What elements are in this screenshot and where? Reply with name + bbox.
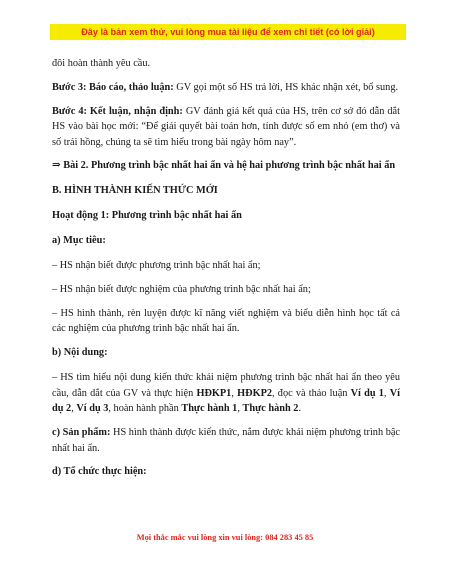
lesson-title-text: ⇒ Bài 2. Phương trình bậc nhất hai ẩn và hệ hai phương trình bậc nhất hai ẩn: [52, 160, 396, 172]
objective-heading-text: a) Mục tiêu:: [52, 235, 106, 247]
content-heading-text: b) Nội dung:: [52, 347, 108, 359]
step-3-paragraph: [52, 80, 400, 96]
product-label: c) Sản phẩm:: [52, 427, 111, 439]
text-run: ,: [231, 387, 238, 399]
text-run: ,: [383, 387, 390, 399]
bold-run: HĐKP2: [237, 387, 273, 399]
bold-run: Thực hành 2: [242, 403, 299, 415]
objective-item: – HS hình thành, rèn luyện được kĩ năng viết nghiệm và biểu diễn hình học tất cả các nghiệm của phương trình bậc nhất hai ẩn.: [52, 307, 400, 335]
text-run: – HS tìm hiểu nội dung kiến thức khái niệm phương trình bậc nhất hai ẩn theo yêu cầu, dẫn dắt của GV và thực hiện: [52, 372, 400, 399]
text-run: .: [298, 403, 302, 415]
bold-run: Ví dụ 1: [350, 387, 384, 399]
objective-item: – HS nhận biết được nghiệm của phương trình bậc nhất hai ẩn;: [52, 284, 311, 296]
activity-heading-text: Hoạt động 1: Phương trình bậc nhất hai ẩn: [52, 210, 242, 222]
step-3-label: Bước 3: Báo cáo, thảo luận:: [52, 81, 174, 93]
step-4-text: GV đánh giá kết quả của HS, trên cơ sở đó dẫn dắt HS vào bài học mới: “Để giải quyết bài toán hơn, tính được số em nhỏ (em thơ) và số trái hồng, chúng ta sẽ tìm hiểu trong bài ngày hôm nay”.: [52, 105, 400, 148]
objective-heading: [52, 233, 400, 249]
section-heading: [52, 183, 400, 199]
organization-heading: [52, 464, 400, 480]
step-4-paragraph: [52, 104, 400, 151]
step-4-label: Bước 4: Kết luận, nhận định:: [52, 105, 183, 117]
text-run: ,: [71, 403, 77, 415]
organization-heading-text: d) Tổ chức thực hiện:: [52, 466, 147, 478]
text-run: , đọc và thảo luận: [272, 387, 351, 399]
objective-item: – HS nhận biết được phương trình bậc nhất hai ẩn;: [52, 260, 261, 272]
contact-footer: Mọi thắc mắc vui lòng xin vui lòng: 084 283 45 85: [136, 533, 314, 542]
bold-run: HĐKP1: [196, 387, 232, 399]
section-heading-text: B. HÌNH THÀNH KIẾN THỨC MỚI: [52, 185, 218, 197]
content-heading: [52, 345, 400, 361]
lesson-title: [52, 158, 400, 174]
bold-run: Thực hành 1: [181, 403, 238, 415]
text-run: ,: [237, 403, 243, 415]
document-body: [52, 56, 400, 488]
product-text: HS hình thành được kiến thức, nắm được khái niệm phương trình bậc nhất hai ẩn.: [52, 427, 400, 454]
activity-heading: [52, 208, 400, 224]
text-run: , hoàn hành phần: [108, 403, 182, 415]
bold-run: Ví dụ 2: [52, 387, 400, 415]
content-paragraph: [52, 370, 400, 417]
step-3-text: GV gọi một số HS trả lời, HS khác nhận xét, bổ sung.: [173, 81, 399, 93]
preview-banner: Đây là bản xem thử, vui lòng mua tài liệu để xem chi tiết (có lời giải): [50, 24, 406, 40]
paragraph: đôi hoàn thành yêu cầu.: [52, 58, 151, 69]
bold-run: Ví dụ 3: [76, 403, 109, 415]
product-paragraph: [52, 425, 400, 456]
